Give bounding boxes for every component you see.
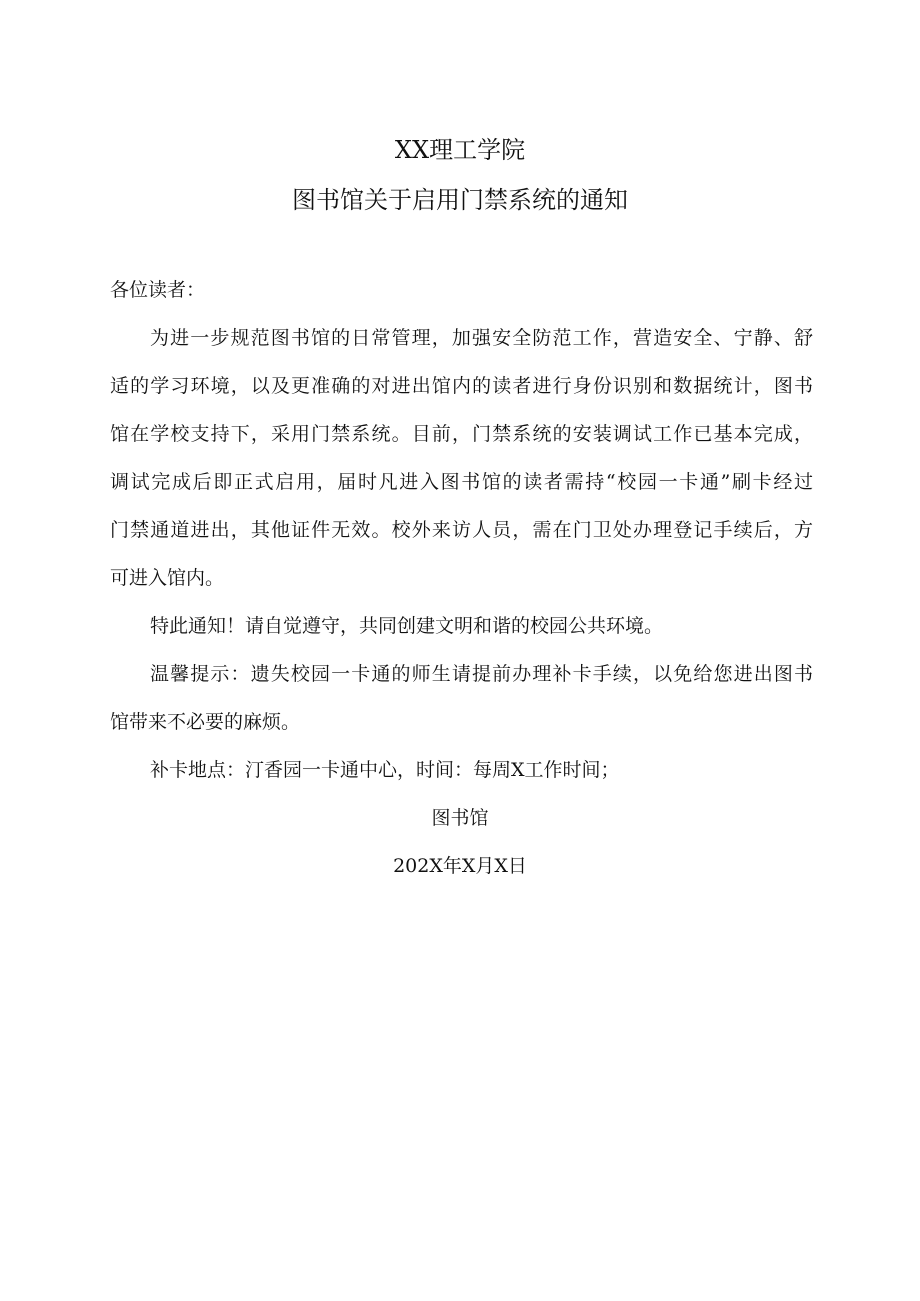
paragraph1-line: 馆在学校支持下，采用门禁系统。目前，门禁系统的安装调试工作已基本完成， — [110, 423, 813, 445]
notice-title: 图书馆关于启用门禁系统的通知 — [292, 186, 628, 214]
paragraph1-line: 调试完成后即正式启用，届时凡进入图书馆的读者需持“校园一卡通”刷卡经过 — [110, 471, 813, 493]
paragraph1-line: 可进入馆内。 — [110, 567, 225, 589]
salutation: 各位读者： — [110, 279, 206, 301]
paragraph1-line: 门禁通道进出，其他证件无效。校外来访人员，需在门卫处办理登记手续后，方 — [110, 519, 813, 541]
signature: 图书馆 — [431, 807, 489, 829]
paragraph1-line: 适的学习环境，以及更准确的对进出馆内的读者进行身份识别和数据统计，图书 — [110, 375, 813, 397]
date: 202X年X月X日 — [393, 855, 527, 877]
paragraph3-line: 馆带来不必要的麻烦。 — [110, 711, 301, 733]
notice-body — [110, 266, 813, 890]
institution-title: XX理工学院 — [394, 136, 526, 164]
paragraph4: 补卡地点：汀香园一卡通中心，时间：每周X工作时间； — [150, 759, 620, 781]
paragraph3-line: 温馨提示：遗失校园一卡通的师生请提前办理补卡手续，以免给您进出图书 — [150, 663, 813, 685]
paragraph1-line: 为进一步规范图书馆的日常管理，加强安全防范工作，营造安全、宁静、舒 — [150, 327, 813, 349]
paragraph2: 特此通知！请自觉遵守，共同创建文明和谐的校园公共环境。 — [150, 615, 664, 637]
